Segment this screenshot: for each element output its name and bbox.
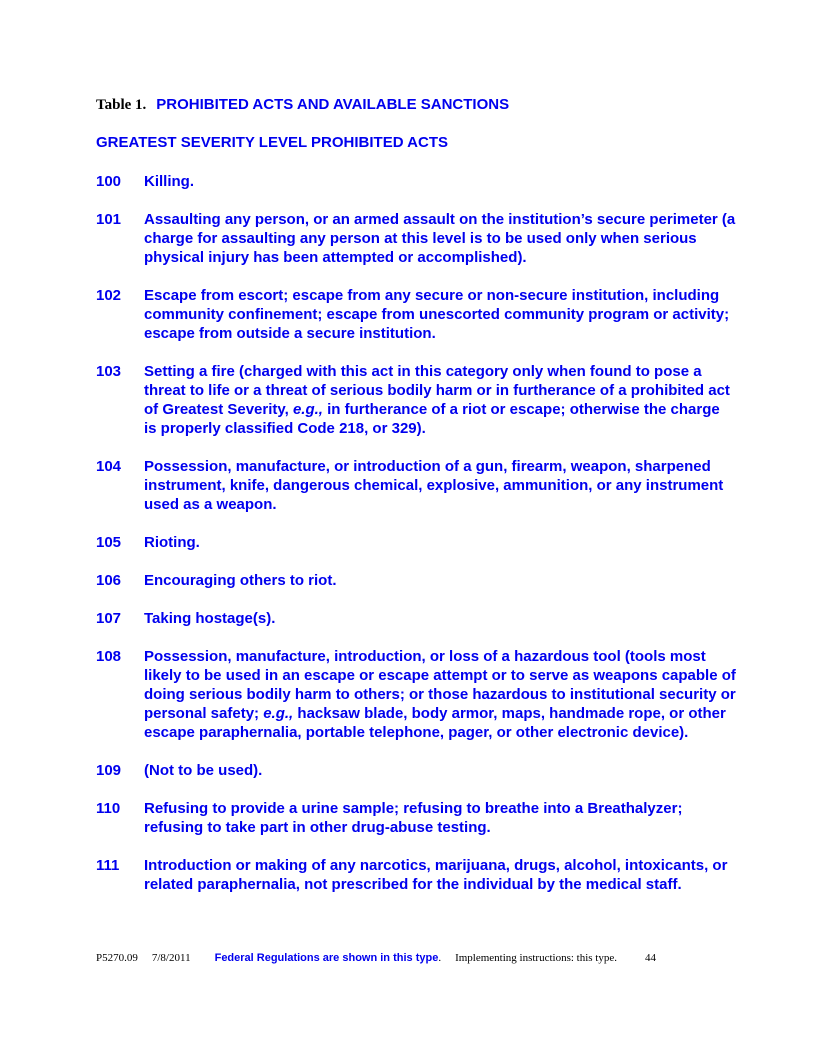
item-code: 100 — [96, 173, 122, 190]
item-code: 107 — [96, 610, 122, 627]
item-text-part: hacksaw blade, body armor, maps, handmade rope, or other escape paraphernalia, portable telephone, pager, or other electronic device). — [144, 705, 726, 741]
item-code: 106 — [96, 572, 122, 589]
item-text: Encouraging others to riot. — [144, 572, 337, 589]
item-text: Introduction or making of any narcotics, marijuana, drugs, alcohol, intoxicants, or related paraphernalia, not prescribed for the individual by the medical staff. — [144, 857, 728, 893]
item-code: 110 — [96, 800, 121, 817]
item-text: Taking hostage(s). — [144, 610, 276, 627]
footer-date: 7/8/2011 — [151, 952, 191, 964]
item-text-part: Setting a fire (charged with this act in this category only when found to pose a threat to life or a threat of serious bodily harm or in furtherance of a prohibited act of Greatest Severity, — [144, 363, 730, 418]
page-footer — [96, 951, 736, 965]
footer-doc-number: P5270.09 — [96, 952, 138, 964]
footer-period: . — [438, 952, 442, 964]
table-title: PROHIBITED ACTS AND AVAILABLE SANCTIONS — [156, 96, 510, 113]
item-code: 102 — [96, 287, 122, 304]
item-code: 101 — [96, 211, 122, 228]
list-item — [96, 609, 736, 628]
item-code: 108 — [96, 648, 122, 665]
item-code: 111 — [96, 857, 120, 874]
list-item — [96, 210, 736, 267]
list-item — [96, 172, 736, 191]
item-text: Killing. — [144, 173, 194, 190]
item-text-part: Possession, manufacture, introduction, or loss of a hazardous tool (tools most likely to be used in an escape or escape attempt or to serve as weapons capable of doing serious bodily harm to others; or those hazardous to institutional security or personal safety; — [144, 648, 736, 722]
footer-page-number: 44 — [645, 952, 656, 964]
footer-implementing-note: Implementing instructions: this type. — [455, 952, 617, 964]
item-text — [144, 647, 736, 742]
item-code: 109 — [96, 762, 122, 779]
item-code: 103 — [96, 363, 122, 380]
section-heading: GREATEST SEVERITY LEVEL PROHIBITED ACTS — [96, 134, 448, 151]
table-title-line — [96, 96, 509, 114]
list-item — [96, 761, 736, 780]
item-text-part: in furtherance of a riot or escape; otherwise the charge is properly classified Code 218, or 329). — [144, 401, 720, 437]
list-item — [96, 533, 736, 552]
prohibited-acts-list — [96, 172, 736, 913]
table-label: Table 1. — [96, 97, 147, 113]
footer-federal-note: Federal Regulations are shown in this type — [214, 952, 439, 964]
item-code: 105 — [96, 534, 122, 551]
item-text: Possession, manufacture, or introduction of a gun, firearm, weapon, sharpened instrument, knife, dangerous chemical, explosive, ammunition, or any instrument used as a weapon. — [144, 458, 724, 513]
list-item — [96, 856, 736, 894]
item-text-emphasis: e.g., — [292, 401, 323, 418]
item-text: (Not to be used). — [144, 762, 263, 779]
item-text: Escape from escort; escape from any secure or non-secure institution, including community confinement; escape from unescorted community program or activity; escape from outside a secure institution. — [144, 287, 730, 342]
list-item — [96, 286, 736, 343]
list-item — [96, 571, 736, 590]
item-text — [144, 362, 736, 438]
list-item — [96, 362, 736, 438]
list-item — [96, 457, 736, 514]
item-text-emphasis: e.g., — [263, 705, 294, 722]
item-text: Assaulting any person, or an armed assault on the institution’s secure perimeter (a charge for assaulting any person at this level is to be used only when serious physical injury has been attempted or accomplished). — [144, 211, 736, 266]
item-code: 104 — [96, 458, 122, 475]
list-item — [96, 799, 736, 837]
item-text: Rioting. — [144, 534, 200, 551]
list-item — [96, 647, 736, 742]
item-text: Refusing to provide a urine sample; refusing to breathe into a Breathalyzer; refusing to take part in other drug-abuse testing. — [144, 800, 683, 836]
